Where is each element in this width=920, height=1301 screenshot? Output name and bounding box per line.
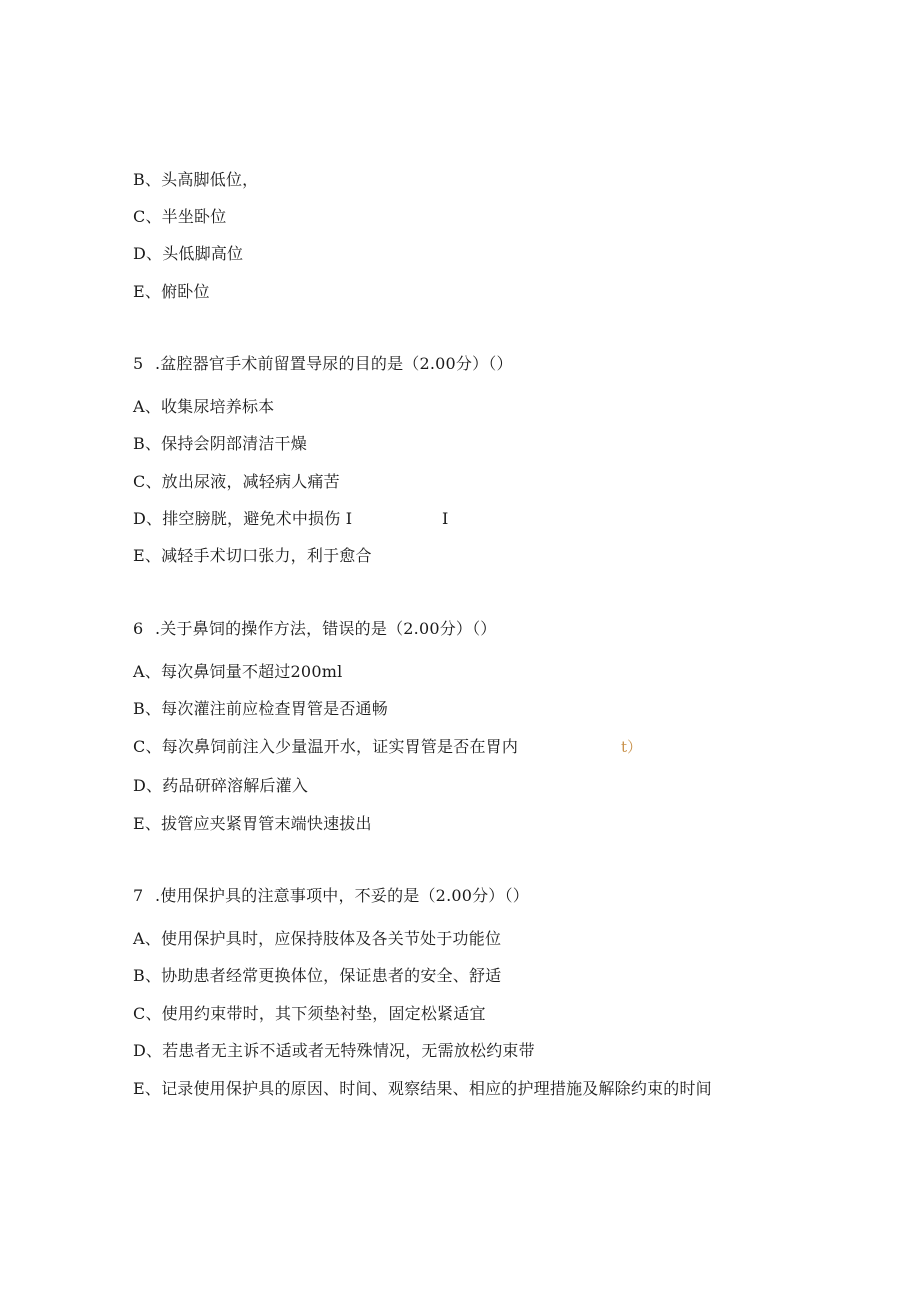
q7-option-c: C、使用约束带时，其下须垫衬垫，固定松紧适宜 xyxy=(133,1004,486,1023)
q7-option-e: E、记录使用保护具的原因、时间、观察结果、相应的护理措施及解除约束的时间 xyxy=(133,1079,712,1098)
q7-number: 7 xyxy=(133,886,144,905)
q5-number: 5 xyxy=(133,354,144,373)
q5-option-d: D、排空膀胱，避免术中损伤 I xyxy=(133,509,353,528)
q6-stray-mark: t） xyxy=(621,738,643,756)
q4-option-c: C、半坐卧位 xyxy=(133,207,227,226)
q5-stray-mark: I xyxy=(442,509,449,528)
q5-stem xyxy=(133,354,513,374)
q7-option-b: B、协助患者经常更换体位，保证患者的安全、舒适 xyxy=(133,966,502,985)
q4-option-b: B、头高脚低位， xyxy=(133,170,259,189)
q6-option-c: C、每次鼻饲前注入少量温开水，证实胃管是否在胃内 xyxy=(133,737,519,756)
q6-number: 6 xyxy=(133,619,144,638)
q6-stem-text: .关于鼻饲的操作方法，错误的是（2.00分）（） xyxy=(155,619,497,638)
q6-stem xyxy=(133,619,497,639)
q7-stem-text: .使用保护具的注意事项中，不妥的是（2.00分）（） xyxy=(155,886,529,905)
q6-option-a: A、每次鼻饲量不超过200ml xyxy=(133,662,343,681)
q7-stem xyxy=(133,886,529,906)
q6-option-e: E、拔管应夹紧胃管末端快速拔出 xyxy=(133,814,372,833)
q5-stem-text: .盆腔器官手术前留置导尿的目的是（2.00分）（） xyxy=(155,354,513,373)
q6-option-d: D、药品研碎溶解后灌入 xyxy=(133,776,309,795)
q4-option-d: D、头低脚高位 xyxy=(133,244,244,263)
q5-option-a: A、收集尿培养标本 xyxy=(133,397,275,416)
q5-option-c: C、放出尿液，减轻病人痛苦 xyxy=(133,472,340,491)
q7-option-a: A、使用保护具时，应保持肢体及各关节处于功能位 xyxy=(133,929,502,948)
q4-option-e: E、俯卧位 xyxy=(133,282,210,301)
q5-option-e: E、减轻手术切口张力，利于愈合 xyxy=(133,546,372,565)
q6-option-b: B、每次灌注前应检查胃管是否通畅 xyxy=(133,699,388,718)
q5-option-b: B、保持会阴部清洁干燥 xyxy=(133,434,307,453)
q7-option-d: D、若患者无主诉不适或者无特殊情况，无需放松约束带 xyxy=(133,1041,535,1060)
